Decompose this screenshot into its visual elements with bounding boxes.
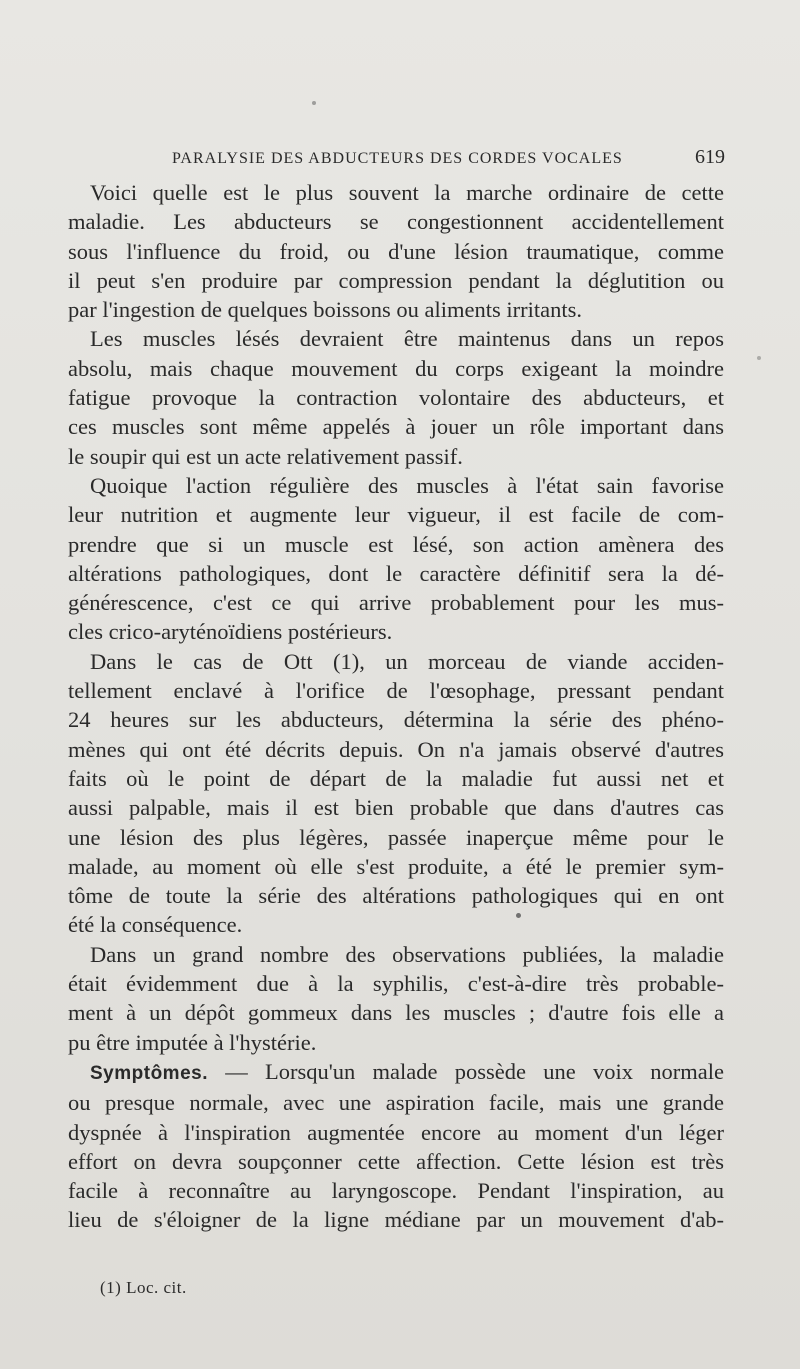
- text-line: lieu de s'éloigner de la ligne médiane par un mouvement d'ab-: [68, 1207, 724, 1233]
- text-line: facile à reconnaître au laryngoscope. Pendant l'inspiration, au: [68, 1178, 724, 1204]
- text-line: absolu, mais chaque mouvement du corps exigeant la moindre: [68, 355, 724, 381]
- heading-continuation: — Lorsqu'un malade possède une voix normale: [207, 1058, 724, 1084]
- paragraph: [68, 178, 724, 324]
- text-line: [68, 1057, 724, 1088]
- text-line: maladie. Les abducteurs se congestionnent accidentellement: [68, 209, 724, 235]
- text-line: une lésion des plus légères, passée inaperçue même pour le: [68, 824, 724, 850]
- text-line: été la conséquence.: [68, 912, 243, 938]
- text-line: Dans le cas de Ott (1), un morceau de viande acciden-: [90, 648, 724, 674]
- text-line: Les muscles lésés devraient être maintenus dans un repos: [90, 326, 724, 352]
- text-line: cles crico-aryténoïdiens postérieurs.: [68, 619, 393, 645]
- print-speck: [757, 356, 761, 360]
- body-text: [68, 178, 724, 1235]
- section-heading: Symptômes.: [90, 1062, 208, 1084]
- text-line: aussi palpable, mais il est bien probable que dans d'autres cas: [68, 795, 724, 821]
- text-line: prendre que si un muscle est lésé, son action amènera des: [68, 531, 724, 557]
- text-line: pu être imputée à l'hystérie.: [68, 1029, 317, 1055]
- text-line: générescence, c'est ce qui arrive probablement pour les mus-: [68, 590, 724, 616]
- text-line: tôme de toute la série des altérations pathologiques qui en ont: [68, 883, 724, 909]
- running-title: PARALYSIE DES ABDUCTEURS DES CORDES VOCALES: [172, 150, 623, 167]
- text-line: Dans un grand nombre des observations publiées, la maladie: [90, 941, 724, 967]
- paragraph: [68, 324, 724, 470]
- text-line: Voici quelle est le plus souvent la marche ordinaire de cette: [90, 180, 724, 205]
- text-line: sous l'influence du froid, ou d'une lésion traumatique, comme: [68, 238, 724, 264]
- paragraph: [68, 647, 724, 940]
- text-line: dyspnée à l'inspiration augmentée encore au moment d'un léger: [68, 1119, 724, 1145]
- paragraph: [68, 940, 724, 1057]
- text-line: par l'ingestion de quelques boissons ou aliments irritants.: [68, 297, 582, 323]
- footnote: (1) Loc. cit.: [100, 1278, 187, 1297]
- text-line: 24 heures sur les abducteurs, détermina la série des phéno-: [68, 707, 724, 733]
- paragraph-symptomes: [68, 1057, 724, 1235]
- text-line: leur nutrition et augmente leur vigueur, il est facile de com-: [68, 502, 724, 528]
- text-line: le soupir qui est un acte relativement passif.: [68, 443, 463, 469]
- page-number: 619: [695, 146, 725, 168]
- text-line: effort on devra soupçonner cette affection. Cette lésion est très: [68, 1148, 724, 1174]
- text-line: faits où le point de départ de la maladie fut aussi net et: [68, 765, 724, 791]
- text-line: Quoique l'action régulière des muscles à l'état sain favorise: [90, 472, 724, 498]
- text-line: fatigue provoque la contraction volontaire des abducteurs, et: [68, 385, 724, 411]
- print-speck: [312, 101, 316, 105]
- text-line: ment à un dépôt gommeux dans les muscles ; d'autre fois elle a: [68, 1000, 724, 1026]
- text-line: était évidemment due à la syphilis, c'est-à-dire très probable-: [68, 971, 724, 997]
- text-line: altérations pathologiques, dont le caractère définitif sera la dé-: [68, 560, 724, 586]
- running-header: [172, 146, 725, 169]
- text-line: ou presque normale, avec une aspiration facile, mais une grande: [68, 1090, 724, 1116]
- text-line: ces muscles sont même appelés à jouer un rôle important dans: [68, 414, 724, 440]
- paragraph: [68, 471, 724, 647]
- text-line: mènes qui ont été décrits depuis. On n'a jamais observé d'autres: [68, 736, 724, 762]
- text-line: il peut s'en produire par compression pendant la déglutition ou: [68, 267, 724, 293]
- text-line: tellement enclavé à l'orifice de l'œsophage, pressant pendant: [68, 678, 724, 704]
- text-line: malade, au moment où elle s'est produite, a été le premier sym-: [68, 853, 724, 879]
